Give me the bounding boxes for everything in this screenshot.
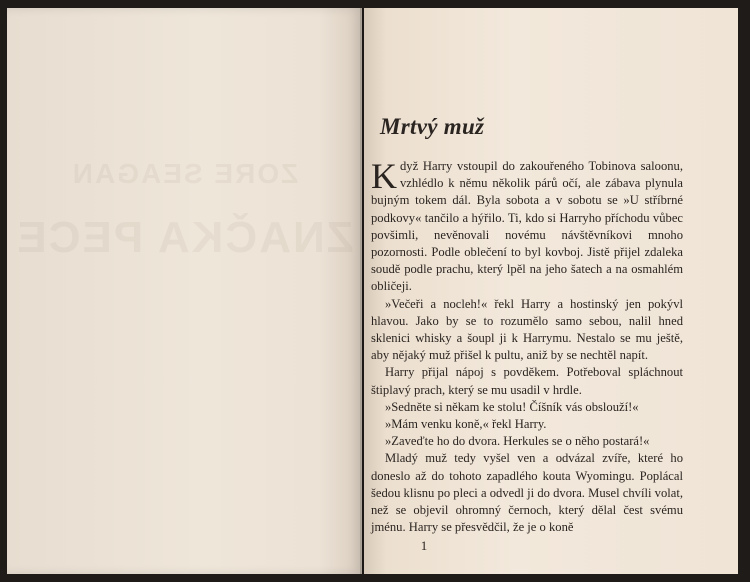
- paragraph-text: dyž Harry vstoupil do zakouřeného Tobinova saloonu, vzhlédlo k němu několik párů očí, ale zábava plynula bujným tokem dál. Byla sobota a v sobotu se »U stříbrné podkovy« tančilo a hýřilo. Ti, kdo si Harryho příchodu vůbec povšimli, nevěnovali novému návštěvníkovi mnoho pozornosti. Podle oblečení to byl kovboj. Jistě přijel zdaleka soudě podle prachu, který lpěl na jeho šatech a na osmahlém obličeji.: [371, 159, 683, 294]
- bleed-through-text-line-2: ZNAČKA PECE: [15, 213, 354, 262]
- paragraph: [371, 158, 683, 296]
- left-page: [7, 8, 362, 574]
- paragraph: »Večeři a nocleh!« řekl Harry a hostinský jen pokývl hlavou. Jako by se to rozumělo samo sebou, nalil hned sklenici whisky a šoupl ji k Harrymu. Nestalo se mu ještě, aby nějaký muž přišel k pultu, aniž by se nechtěl napít.: [371, 296, 683, 363]
- chapter-title: Mrtvý muž: [380, 114, 485, 139]
- paragraph: Harry přijal nápoj s povděkem. Potřeboval spláchnout štiplavý prach, který se mu usadil v hrdle.: [371, 365, 683, 397]
- paragraph: »Sedněte si někam ke stolu! Číšník vás obslouží!«: [385, 399, 639, 414]
- bleed-through-text-line-1: ZORE SEAGAN: [70, 158, 299, 189]
- paragraph: »Mám venku koně,« řekl Harry.: [385, 417, 547, 432]
- paragraph: Mladý muž tedy vyšel ven a odvázal zvíře, které ho doneslo až do tohoto zapadlého kouta Wyomingu. Poplácal šedou klisnu po pleci a odvedl ji do dvora. Musel chvíli volat, než se objevil ohromný černoch, který dělal čest svému jménu. Harry se přesvědčil, že je o koně: [371, 451, 683, 535]
- body-text: [371, 158, 683, 536]
- page-number: 1: [420, 538, 428, 553]
- drop-cap: K: [371, 156, 397, 196]
- paragraph: »Zaveďte ho do dvora. Herkules se o něho postará!«: [385, 434, 650, 449]
